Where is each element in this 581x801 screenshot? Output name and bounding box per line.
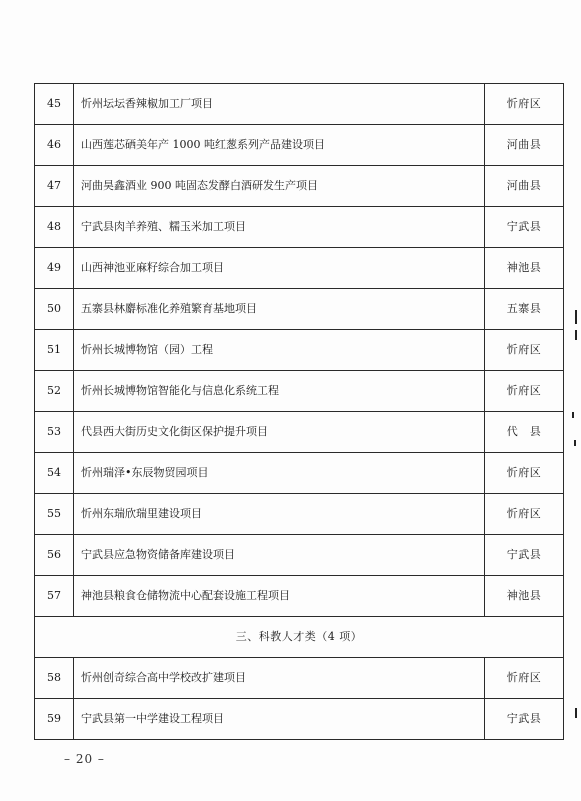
section-heading: 三、科教人才类（4 项） bbox=[35, 617, 564, 658]
county-name: 宁武县 bbox=[485, 207, 564, 248]
table-row bbox=[35, 84, 564, 125]
county-name: 河曲县 bbox=[485, 166, 564, 207]
county-name: 宁武县 bbox=[485, 535, 564, 576]
table-row bbox=[35, 658, 564, 699]
row-number: 50 bbox=[35, 289, 74, 330]
row-number: 47 bbox=[35, 166, 74, 207]
project-name: 山西神池亚麻籽综合加工项目 bbox=[74, 248, 485, 289]
county-name: 五寨县 bbox=[485, 289, 564, 330]
project-name: 山西莲芯硒美年产 1000 吨红葱系列产品建设项目 bbox=[74, 125, 485, 166]
row-number: 54 bbox=[35, 453, 74, 494]
county-name: 忻府区 bbox=[485, 371, 564, 412]
row-number: 58 bbox=[35, 658, 74, 699]
table-row bbox=[35, 535, 564, 576]
table-row bbox=[35, 453, 564, 494]
row-number: 55 bbox=[35, 494, 74, 535]
project-name: 忻州东瑞欣瑞里建设项目 bbox=[74, 494, 485, 535]
county-name: 忻府区 bbox=[485, 494, 564, 535]
row-number: 51 bbox=[35, 330, 74, 371]
project-table bbox=[34, 83, 564, 740]
page-number: – 20 – bbox=[64, 752, 105, 766]
scan-mark bbox=[575, 708, 577, 718]
project-name: 宁武县第一中学建设工程项目 bbox=[74, 699, 485, 740]
scan-mark bbox=[575, 310, 577, 324]
county-name: 代 县 bbox=[485, 412, 564, 453]
table-row bbox=[35, 412, 564, 453]
table-row bbox=[35, 494, 564, 535]
table-row bbox=[35, 330, 564, 371]
county-name: 忻府区 bbox=[485, 453, 564, 494]
project-name: 忻州创奇综合高中学校改扩建项目 bbox=[74, 658, 485, 699]
project-name: 五寨县林麝标准化养殖繁育基地项目 bbox=[74, 289, 485, 330]
project-name: 忻州坛坛香辣椒加工厂项目 bbox=[74, 84, 485, 125]
row-number: 46 bbox=[35, 125, 74, 166]
county-name: 忻府区 bbox=[485, 658, 564, 699]
row-number: 52 bbox=[35, 371, 74, 412]
county-name: 忻府区 bbox=[485, 330, 564, 371]
scan-mark bbox=[575, 330, 577, 340]
county-name: 忻府区 bbox=[485, 84, 564, 125]
row-number: 45 bbox=[35, 84, 74, 125]
project-name: 忻州瑞泽•东辰物贸园项目 bbox=[74, 453, 485, 494]
county-name: 河曲县 bbox=[485, 125, 564, 166]
table-row bbox=[35, 699, 564, 740]
row-number: 48 bbox=[35, 207, 74, 248]
project-name: 代县西大街历史文化街区保护提升项目 bbox=[74, 412, 485, 453]
row-number: 56 bbox=[35, 535, 74, 576]
county-name: 宁武县 bbox=[485, 699, 564, 740]
table-row bbox=[35, 289, 564, 330]
row-number: 59 bbox=[35, 699, 74, 740]
row-number: 49 bbox=[35, 248, 74, 289]
table-row bbox=[35, 371, 564, 412]
table-row bbox=[35, 166, 564, 207]
project-name: 神池县粮食仓储物流中心配套设施工程项目 bbox=[74, 576, 485, 617]
section-row bbox=[35, 617, 564, 658]
project-name: 宁武县肉羊养殖、糯玉米加工项目 bbox=[74, 207, 485, 248]
project-name: 忻州长城博物馆（园）工程 bbox=[74, 330, 485, 371]
scan-mark bbox=[574, 440, 576, 446]
table-row bbox=[35, 248, 564, 289]
table-row bbox=[35, 576, 564, 617]
project-table-body bbox=[35, 84, 564, 740]
row-number: 57 bbox=[35, 576, 74, 617]
county-name: 神池县 bbox=[485, 248, 564, 289]
project-name: 宁武县应急物资储备库建设项目 bbox=[74, 535, 485, 576]
scan-mark bbox=[572, 412, 574, 418]
table-row bbox=[35, 207, 564, 248]
row-number: 53 bbox=[35, 412, 74, 453]
project-name: 忻州长城博物馆智能化与信息化系统工程 bbox=[74, 371, 485, 412]
county-name: 神池县 bbox=[485, 576, 564, 617]
project-name: 河曲昊鑫酒业 900 吨固态发酵白酒研发生产项目 bbox=[74, 166, 485, 207]
table-row bbox=[35, 125, 564, 166]
